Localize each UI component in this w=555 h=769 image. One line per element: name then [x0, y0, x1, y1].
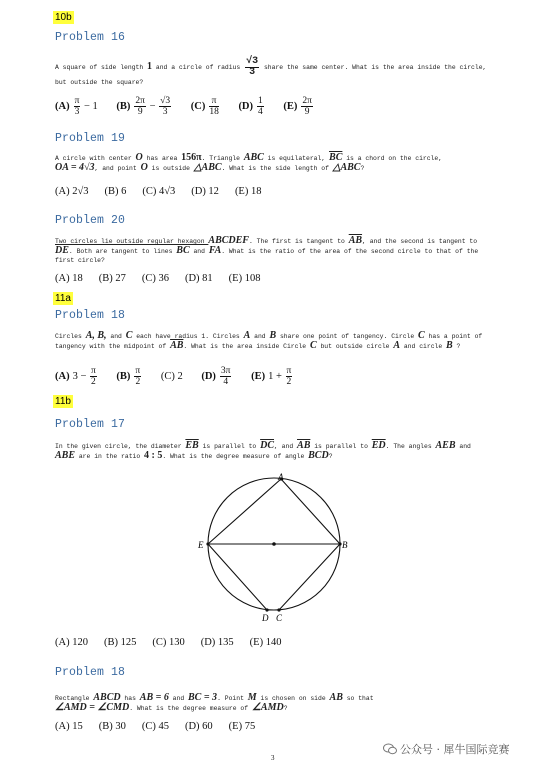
problem-17-heading: Problem 17 — [55, 418, 126, 431]
point-c-dot — [277, 608, 280, 611]
problem-17-answers: (A) 120 (B) 125 (C) 130 (D) 135 (E) 140 — [55, 637, 282, 648]
problem-18b-text: Rectangle ABCD has AB = 6 and BC = 3. Point M is chosen on side AB so that ∠AMD = ∠CMD. What is the degree measure of ∠AMD? — [55, 692, 374, 713]
problem-20-text: Two circles lie outside regular hexagon ABCDEF. The first is tangent to $\overline{AB}$, and the second is tangent to $\overline{DE}$. Both are tangent to lines BC and FA. What is the ratio of the area of the second circle to that of the first circle? — [55, 235, 479, 264]
problem-18a-answers: (A) 3 − $\frac{\pi}{2}$ (B) $\frac{\pi}{2}$ (C) 2 (D) $\frac{3\pi}{4}$ (E) 1 + $\frac{\pi}{2}$ — [55, 366, 292, 387]
label-c: C — [276, 613, 283, 623]
problem-16-text: A square of side length 1 and a circle of radius $\frac{√3}{3}$ share the same center. What is the area inside the circle, but outside the square? — [55, 56, 487, 86]
label-e: E — [198, 540, 204, 550]
problem-17-text: In the given circle, the diameter $\overline{EB}$ is parallel to $\overline{DC}$, and $\overline{AB}$ is parallel to $\overline{ED}$. The angles AEB and ABE are in the ratio 4 : 5. What is the degree measure of angle BCD? — [55, 440, 471, 461]
chords-ea-ab — [208, 479, 340, 544]
label-b: B — [342, 540, 348, 550]
watermark-text: 公众号 · 犀牛国际竞赛 — [400, 743, 510, 756]
section-tag-10b: 10b — [55, 12, 72, 23]
section-tag-11b: 11b — [55, 396, 71, 407]
wechat-icon — [383, 743, 397, 755]
problem-18b-answers: (A) 15 (B) 30 (C) 45 (D) 60 (E) 75 — [55, 721, 256, 732]
problem-19-text: A circle with center O has area 156π. Triangle ABC is equilateral, $\overline{BC}$ is a chord on the circle, OA = 4√3, and point O is outside △ABC. What is the side length of △ABC? — [55, 152, 443, 173]
problem-18b-heading: Problem 18 — [55, 666, 126, 679]
watermark — [383, 741, 510, 757]
chords-bc-cd-de — [208, 544, 340, 610]
point-e-dot — [206, 542, 209, 545]
problem-19-heading: Problem 19 — [55, 132, 126, 145]
label-a: A — [278, 472, 284, 482]
problem-20-heading: Problem 20 — [55, 214, 126, 227]
page-number: 3 — [271, 754, 275, 762]
center-dot — [272, 542, 276, 546]
problem-18a-heading: Problem 18 — [55, 309, 126, 322]
point-d-dot — [265, 608, 268, 611]
problem-20-answers: (A) 18 (B) 27 (C) 36 (D) 81 (E) 108 — [55, 273, 261, 284]
problem-16-heading: Problem 16 — [55, 31, 126, 44]
problem-16-answers: (A) $\frac{\pi}{3}$ − 1 (B) $\frac{2\pi}{9}$ − $\frac{√3}{3}$ (C) $\frac{\pi}{18}$ (D) $\frac{1}{4}$ (E) $\frac{2\pi}{9}$ — [55, 96, 312, 117]
section-tag-11a: 11a — [55, 293, 71, 304]
problem-19-answers: (A) 2√3 (B) 6 (C) 4√3 (D) 12 (E) 18 — [55, 186, 262, 197]
circle-figure — [195, 470, 355, 630]
label-d: D — [262, 613, 269, 623]
problem-18a-text: Circles A, B, and C each have radius 1. Circles A and B share one point of tangency. Circle C has a point of tangency with the midpoint of $\overline{AB}$. What is the area inside Circle C but outside circle A and circle B ? — [55, 330, 483, 351]
